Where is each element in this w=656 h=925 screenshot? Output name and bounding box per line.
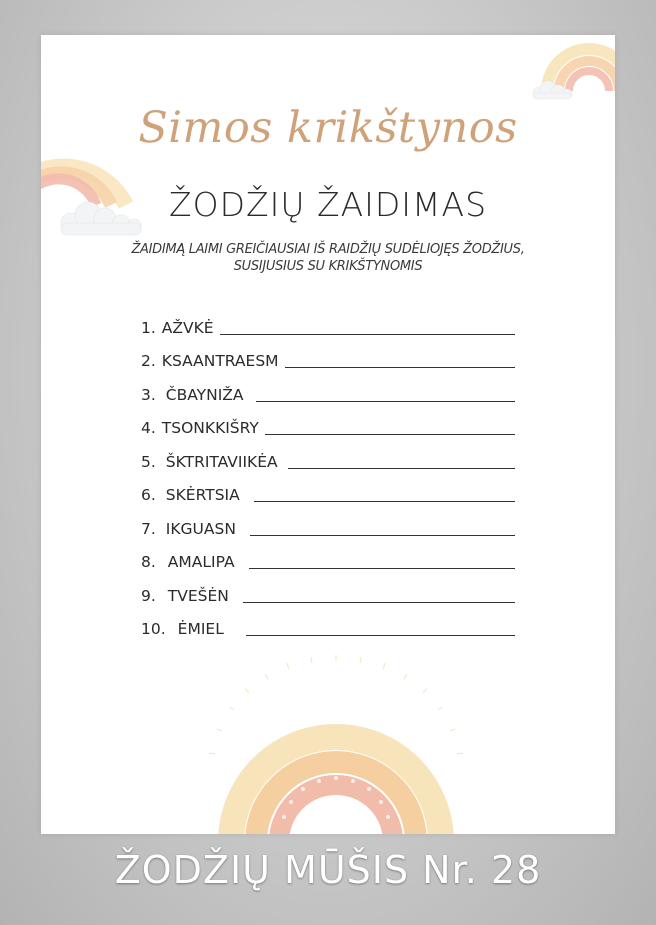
rainbow-top-right-icon <box>529 35 615 107</box>
list-item <box>141 607 515 641</box>
scrambled-word: IKGUASN <box>165 519 236 538</box>
scrambled-word: AMALIPA <box>167 553 235 571</box>
item-number: 2. <box>141 352 156 370</box>
scrambled-word: TSONKKIŠRY <box>161 419 259 437</box>
scrambled-word: TVEŠĖN <box>167 586 229 605</box>
list-item <box>141 406 515 440</box>
item-number: 7. <box>141 519 156 538</box>
script-title: Simos krikštynos <box>138 103 518 153</box>
answer-line <box>265 434 515 435</box>
scrambled-word: SKĖRTSIA <box>165 486 240 504</box>
list-item <box>141 540 515 574</box>
answer-line <box>285 367 515 368</box>
list-item <box>141 573 515 607</box>
list-item <box>141 372 515 406</box>
game-card <box>41 35 615 834</box>
answer-line <box>256 401 515 402</box>
list-item <box>141 439 515 473</box>
answer-line <box>288 468 515 469</box>
answer-line <box>254 501 515 502</box>
list-item <box>141 339 515 373</box>
list-item <box>141 473 515 507</box>
footer-title: ŽODŽIŲ MŪŠIS Nr. 28 <box>114 848 542 892</box>
item-number: 9. <box>141 586 156 605</box>
item-number: 10. <box>141 620 166 638</box>
item-number: 4. <box>141 419 156 437</box>
rainbow-bottom-icon <box>201 647 471 834</box>
page-title: ŽODŽIŲ ŽAIDIMAS <box>168 185 488 224</box>
word-list <box>141 305 515 640</box>
answer-line <box>243 602 515 603</box>
scrambled-word: ČBAYNIŽA <box>165 385 244 404</box>
answer-line <box>220 334 515 335</box>
list-item <box>141 506 515 540</box>
item-number: 5. <box>141 452 156 471</box>
list-item <box>141 305 515 339</box>
answer-line <box>249 568 515 569</box>
answer-line <box>246 635 515 636</box>
scrambled-word: ŠKTRITAVIIKĖA <box>165 452 278 471</box>
scrambled-word: ĖMIEL <box>177 620 224 638</box>
scrambled-word: AŽVKĖ <box>161 318 214 337</box>
item-number: 3. <box>141 385 156 404</box>
answer-line <box>250 535 515 536</box>
scrambled-word: KSAANTRAESM <box>161 352 279 370</box>
instructions-text: ŽAIDIMĄ LAIMI GREIČIAUSIAI IŠ RAIDŽIŲ SUDĖLIOJĘS ŽODŽIUS, SUSIJUSIUS SU KRIKŠTYNOMIS <box>131 242 525 274</box>
item-number: 1. <box>141 318 156 337</box>
item-number: 8. <box>141 553 156 571</box>
item-number: 6. <box>141 486 156 504</box>
